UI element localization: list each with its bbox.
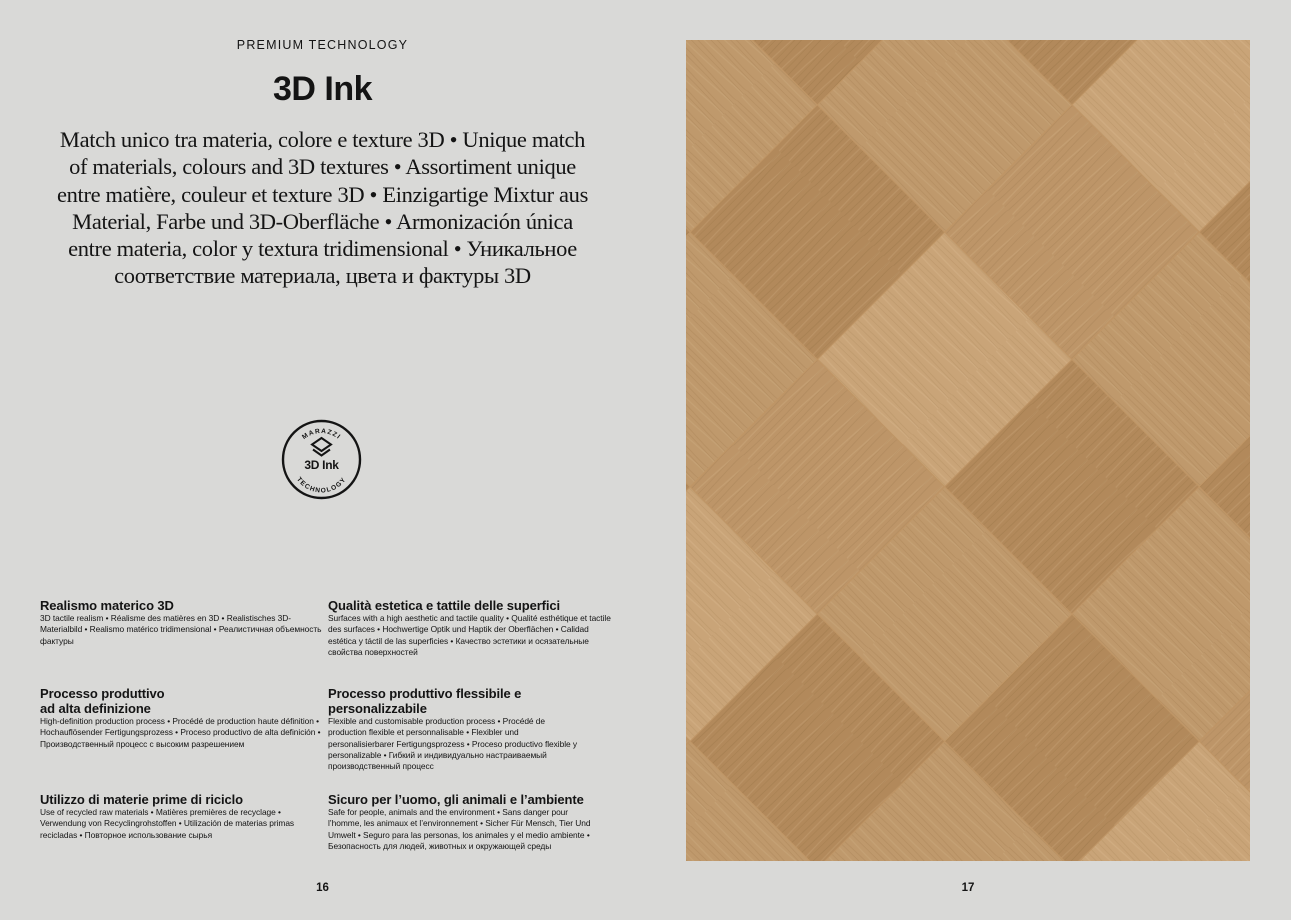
feature-text: 3D tactile realism • Réalisme des matières en 3D • Realistisches 3D-Materialbild • Realismo matérico tridimensional • Реалистичная объемность фактуры	[40, 613, 322, 646]
badge-bottom-text: TECHNOLOGY	[295, 476, 348, 495]
technology-badge	[281, 419, 362, 500]
feature-text: Surfaces with a high aesthetic and tactile quality • Qualité esthétique et tactile des surfaces • Hochwertige Optik und Haptik der Oberflächen • Calidad estética y táctil de las superficies • Качество эстетики и осязательные свойства поверхностей	[328, 613, 611, 657]
feature-text: Use of recycled raw materials • Matières premières de recyclage • Verwendung von Recyclingrohstoffen • Utilización de materias primas recicladas • Повторное использование сырья	[40, 807, 295, 840]
right-page	[645, 0, 1291, 920]
feature-title: Processo produttivo ad alta definizione	[40, 686, 165, 716]
intro-paragraph: Match unico tra materia, colore e texture 3D • Unique match of materials, colours and 3D textures • Assortiment unique entre matière, couleur et texture 3D • Einzigartige Mixtur aus Material, Farbe und 3D-Oberfläche • Armonización única entre materia, color y textura tridimensional • Уникальное соответствие материала, цвета и фактуры 3D	[57, 127, 588, 289]
page-title: 3D Ink	[272, 70, 373, 108]
feature-block	[40, 792, 325, 841]
page-number: 17	[961, 882, 975, 894]
feature-text: Safe for people, animals and the environment • Sans danger pour l’homme, les animaux et l’environnement • Sicher Für Mensch, Tier Und Umwelt • Seguro para las personas, los animales y el medio ambiente • Безопасность для людей, животных и окружающей среды	[328, 807, 591, 851]
badge-label: 3D Ink	[304, 458, 339, 472]
feature-title: Realismo materico 3D	[40, 598, 174, 613]
feature-title: Qualità estetica e tattile delle superfici	[328, 598, 561, 613]
layers-diamond-icon	[312, 438, 331, 456]
feature-block	[40, 598, 325, 647]
badge-top-text: MARAZZI	[301, 427, 343, 442]
section-kicker: PREMIUM TECHNOLOGY	[236, 38, 409, 52]
feature-title: Processo produttivo flessibile e personalizzabile	[328, 686, 522, 716]
feature-block	[328, 598, 613, 658]
parquet-pattern	[686, 40, 1250, 861]
page-number: 16	[316, 882, 329, 894]
feature-title: Sicuro per l’uomo, gli animali e l’ambiente	[328, 792, 584, 807]
feature-block	[328, 686, 613, 772]
feature-block	[40, 686, 325, 750]
left-page	[0, 0, 645, 920]
oak-parquet-basketweave-image	[686, 40, 1250, 861]
feature-text: High-definition production process • Procédé de production haute définition • Hochauflösender Fertigungsprozess • Proceso productivo de alta definición • Производственный процесс с высоким разрешением	[40, 716, 321, 749]
feature-text: Flexible and customisable production process • Procédé de production flexible et personnalisable • Flexibler und personalisierbarer Fertigungsprozess • Proceso productivo flexible y personalizable • Гибкий и индивидуально настраиваемый производственный процесс	[328, 716, 578, 772]
svg-text:TECHNOLOGY	[295, 476, 348, 495]
feature-block	[328, 792, 613, 852]
feature-title: Utilizzo di materie prime di riciclo	[40, 792, 244, 807]
